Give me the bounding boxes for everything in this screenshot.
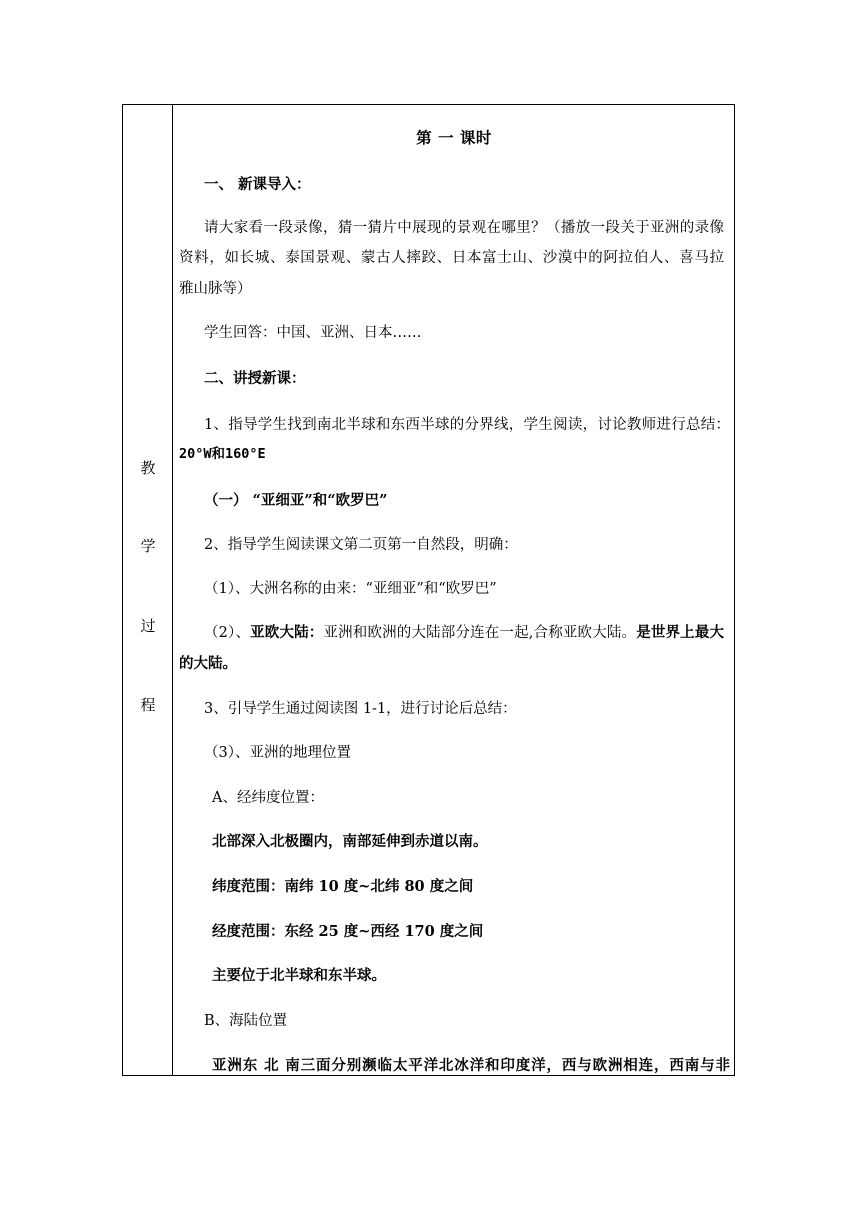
sub-b-heading: B、海陆位置 xyxy=(204,1013,288,1029)
sub-a-line: 主要位于北半球和东半球。 xyxy=(212,967,386,984)
side-label-char: 过 xyxy=(140,617,156,635)
content-column xyxy=(174,105,734,1075)
point3-text: 3、引导学生通过阅读图 1-1，进行讨论后总结： xyxy=(204,701,517,717)
item3-text: （3）、亚洲的地理位置 xyxy=(204,745,351,761)
sub-a-line: 纬度范围：南纬 10 度~北纬 80 度之间 xyxy=(212,878,474,895)
subsection-heading: （一） “亚细亚”和“欧罗巴” xyxy=(204,492,388,509)
item2-bold-term: 亚欧大陆： xyxy=(250,624,324,641)
section-heading-new-lesson: 二、讲授新课： xyxy=(204,370,306,387)
student-answer: 学生回答：中国、亚洲、日本…… xyxy=(204,325,422,341)
item2-bold-end: 是世界上最大 xyxy=(636,624,725,641)
sub-a-line: 经度范围：东经 25 度~西经 170 度之间 xyxy=(212,923,484,940)
item1-text: （1）、大洲名称的由来：“亚细亚”和“欧罗巴” xyxy=(204,581,497,597)
intro-paragraph-line: 请大家看一段录像，猜一猜片中展现的景观在哪里？（播放一段关于亚洲的录像 xyxy=(204,220,724,236)
lesson-table xyxy=(122,104,735,1076)
intro-paragraph-line: 雅山脉等） xyxy=(179,281,252,297)
item2-line xyxy=(204,623,726,643)
lesson-title: 第 一 课时 xyxy=(416,128,492,147)
side-label-column xyxy=(123,105,173,1075)
sub-a-line: 北部深入北极圈内，南部延伸到赤道以南。 xyxy=(212,833,488,850)
item2-prefix: （2）、 xyxy=(204,625,251,641)
section-heading-intro: 一、 新课导入： xyxy=(204,176,311,193)
intro-paragraph-line: 资料，如长城、泰国景观、蒙古人摔跤、日本富士山、沙漠中的阿拉伯人、喜马拉 xyxy=(179,250,724,266)
side-label-char: 教 xyxy=(140,459,156,477)
item2-line2: 的大陆。 xyxy=(179,655,237,672)
sub-b-line: 亚洲东 北 南三面分别濒临太平洋北冰洋和印度洋，西与欧洲相连，西南与非 xyxy=(212,1057,730,1074)
sub-a-heading: A、经纬度位置： xyxy=(212,790,324,806)
point1-line: 1、指导学生找到南北半球和东西半球的分界线，学生阅读，讨论教师进行总结： xyxy=(204,417,730,433)
side-label-char: 学 xyxy=(140,537,156,555)
point1-line: 20°W和160°E xyxy=(179,446,266,462)
side-label-char: 程 xyxy=(140,696,156,714)
point2-text: 2、指导学生阅读课文第二页第一自然段，明确： xyxy=(204,537,518,553)
item2-text: 亚洲和欧洲的大陆部分连在一起,合称亚欧大陆。 xyxy=(323,625,637,641)
